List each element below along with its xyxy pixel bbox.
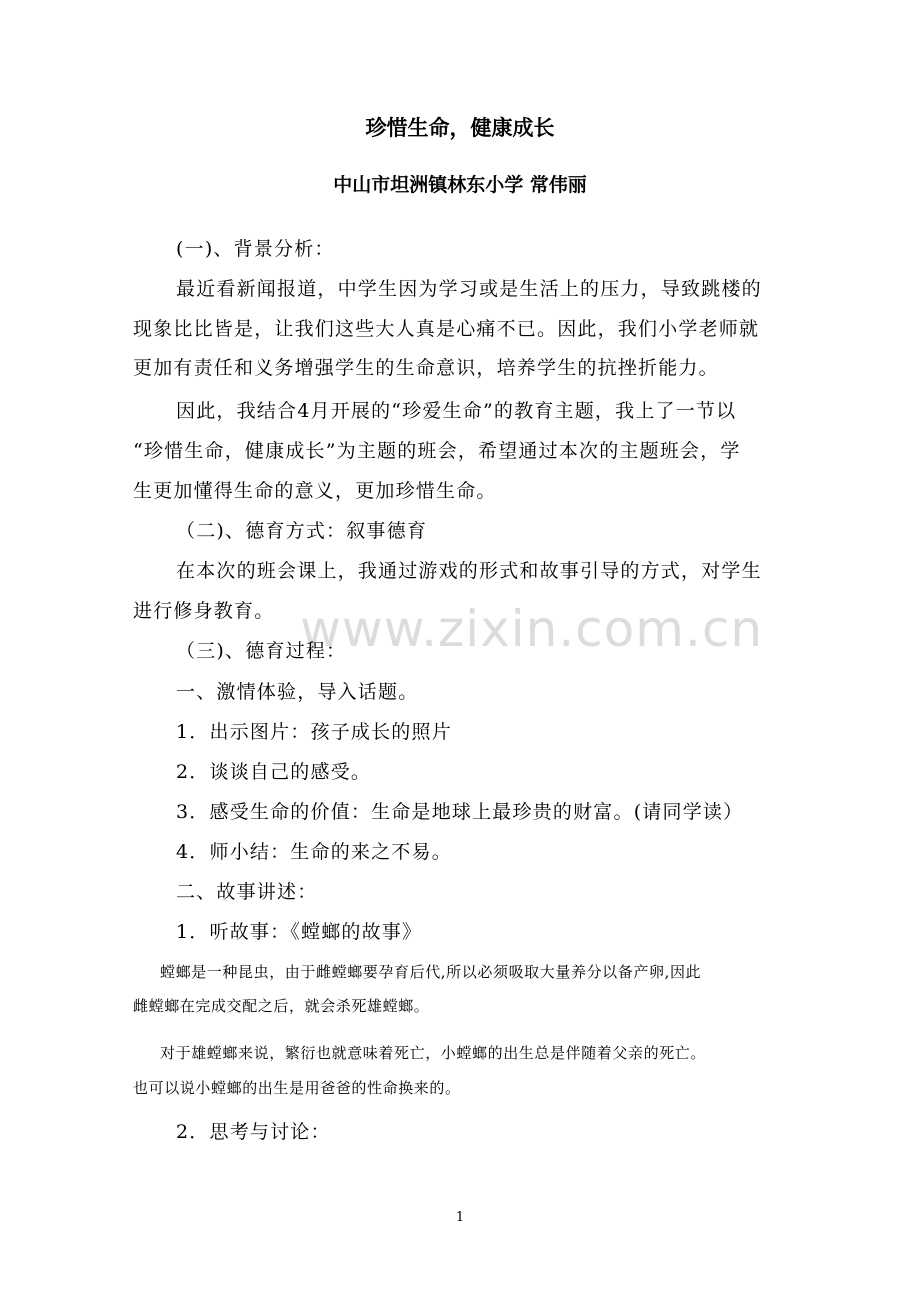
list-item: 1．听故事：《螳螂的故事》 xyxy=(176,921,423,943)
section-heading-method: （二)、德育方式：叙事德育 xyxy=(176,520,428,542)
watermark: www.zixin.com.cn xyxy=(300,600,764,658)
paragraph-line: 更加有责任和义务增强学生的生命意识，培养学生的抗挫折能力。 xyxy=(133,357,719,379)
paragraph-line: 进行修身教育。 xyxy=(133,600,275,622)
document-author: 中山市坦洲镇林东小学 常伟丽 xyxy=(333,174,587,196)
paragraph-line: 现象比比皆是，让我们这些大人真是心痛不已。因此，我们小学老师就 xyxy=(133,318,760,340)
paragraph-line: 因此，我结合4月开展的“珍爱生命”的教育主题，我上了一节以 xyxy=(176,400,737,422)
section-heading-process: （三)、德育过程： xyxy=(176,640,347,662)
page-number: 1 xyxy=(455,1210,465,1225)
paragraph-line: 在本次的班会课上，我通过游戏的形式和故事引导的方式，对学生 xyxy=(176,560,762,582)
list-item: 3．感受生命的价值：生命是地球上最珍贵的财富。(请同学读） xyxy=(176,801,744,823)
paragraph-line: “珍惜生命，健康成长”为主题的班会，希望通过本次的主题班会，学 xyxy=(133,440,741,462)
list-item: 2．思考与讨论： xyxy=(176,1121,331,1143)
list-heading: 一、激情体验，导入话题。 xyxy=(176,681,419,703)
list-item: 1．出示图片：孩子成长的照片 xyxy=(176,721,452,743)
paragraph-line: 最近看新闻报道，中学生因为学习或是生活上的压力，导致跳楼的 xyxy=(176,278,762,300)
story-line: 雌螳螂在完成交配之后，就会杀死雄螳螂。 xyxy=(133,997,430,1015)
story-line: 对于雄螳螂来说，繁衍也就意味着死亡，小螳螂的出生总是伴随着父亲的死亡。 xyxy=(160,1044,707,1062)
list-item: 4．师小结：生命的来之不易。 xyxy=(176,841,452,863)
section-heading-background: (一)、背景分析： xyxy=(176,238,335,260)
list-item: 2．谈谈自己的感受。 xyxy=(176,761,372,783)
story-line: 螳螂是一种昆虫，由于雌螳螂要孕育后代,所以必须吸取大量养分以备产卵,因此 xyxy=(160,963,702,981)
document-title: 珍惜生命，健康成长 xyxy=(365,116,555,140)
list-heading: 二、故事讲述： xyxy=(176,881,318,903)
story-line: 也可以说小螳螂的出生是用爸爸的性命换来的。 xyxy=(133,1079,461,1097)
paragraph-line: 生更加懂得生命的意义，更加珍惜生命。 xyxy=(133,480,497,502)
